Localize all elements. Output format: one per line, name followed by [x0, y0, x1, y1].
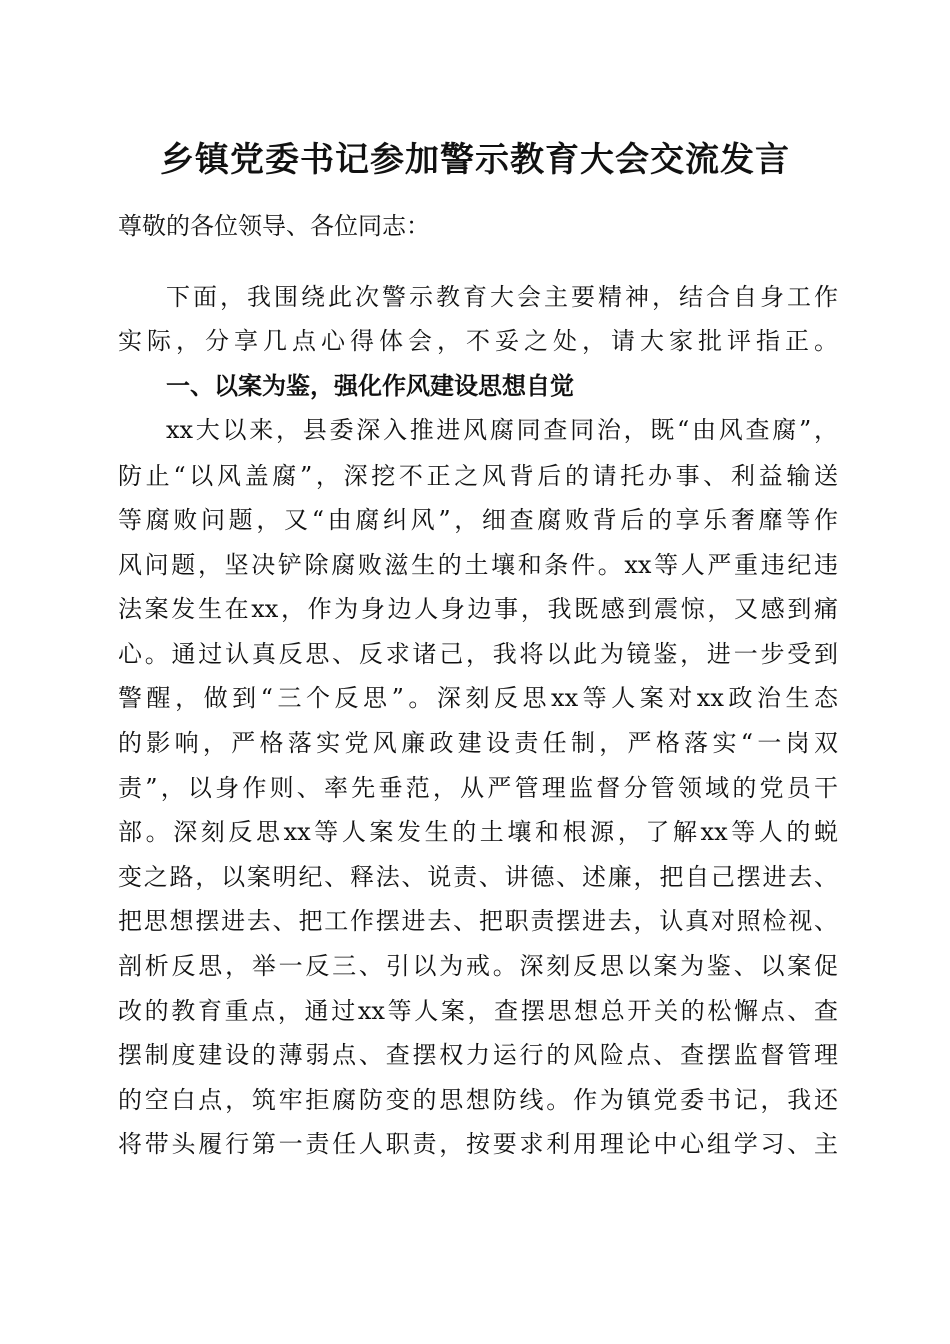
body-line: 把思想摆进去、把工作摆进去、把职责摆进去，认真对照检视、 [118, 907, 838, 935]
intro-line: 下面，我围绕此次警示教育大会主要精神，结合自身工作 [166, 283, 838, 311]
section-heading: 一、以案为鉴，强化作风建设思想自觉 [166, 372, 574, 400]
body-line: 改的教育重点，通过xx等人案，查摆思想总开关的松懈点、查 [118, 997, 838, 1025]
body-line: 摆制度建设的薄弱点、查摆权力运行的风险点、查摆监督管理 [118, 1041, 838, 1069]
body-line: 的空白点，筑牢拒腐防变的思想防线。作为镇党委书记，我还 [118, 1086, 838, 1114]
body-line: 风问题，坚决铲除腐败滋生的土壤和条件。xx等人严重违纪违 [118, 551, 838, 579]
document-title: 乡镇党委书记参加警示教育大会交流发言 [160, 140, 790, 180]
body-line: 警醒，做到“三个反思”。深刻反思xx等人案对xx政治生态 [118, 684, 838, 712]
body-line: 责”，以身作则、率先垂范，从严管理监督分管领域的党员干 [118, 774, 838, 802]
salutation: 尊敬的各位领导、各位同志： [118, 212, 430, 240]
intro-line: 实际，分享几点心得体会，不妥之处，请大家批评指正。 [118, 327, 838, 355]
body-line: 防止“以风盖腐”，深挖不正之风背后的请托办事、利益输送 [118, 462, 838, 490]
body-line: 的影响，严格落实党风廉政建设责任制，严格落实“一岗双 [118, 729, 838, 757]
body-line: 法案发生在xx，作为身边人身边事，我既感到震惊，又感到痛 [118, 595, 838, 623]
body-line: 等腐败问题，又“由腐纠风”，细查腐败背后的享乐奢靡等作 [118, 506, 838, 534]
body-line: xx大以来，县委深入推进风腐同查同治，既“由风查腐”， [166, 416, 838, 444]
body-line: 将带头履行第一责任人职责，按要求利用理论中心组学习、主 [118, 1130, 838, 1158]
body-line: 心。通过认真反思、反求诸己，我将以此为镜鉴，进一步受到 [118, 640, 838, 668]
body-line: 剖析反思，举一反三、引以为戒。深刻反思以案为鉴、以案促 [118, 952, 838, 980]
body-line: 变之路，以案明纪、释法、说责、讲德、述廉，把自己摆进去、 [118, 863, 838, 891]
body-line: 部。深刻反思xx等人案发生的土壤和根源，了解xx等人的蜕 [118, 818, 838, 846]
